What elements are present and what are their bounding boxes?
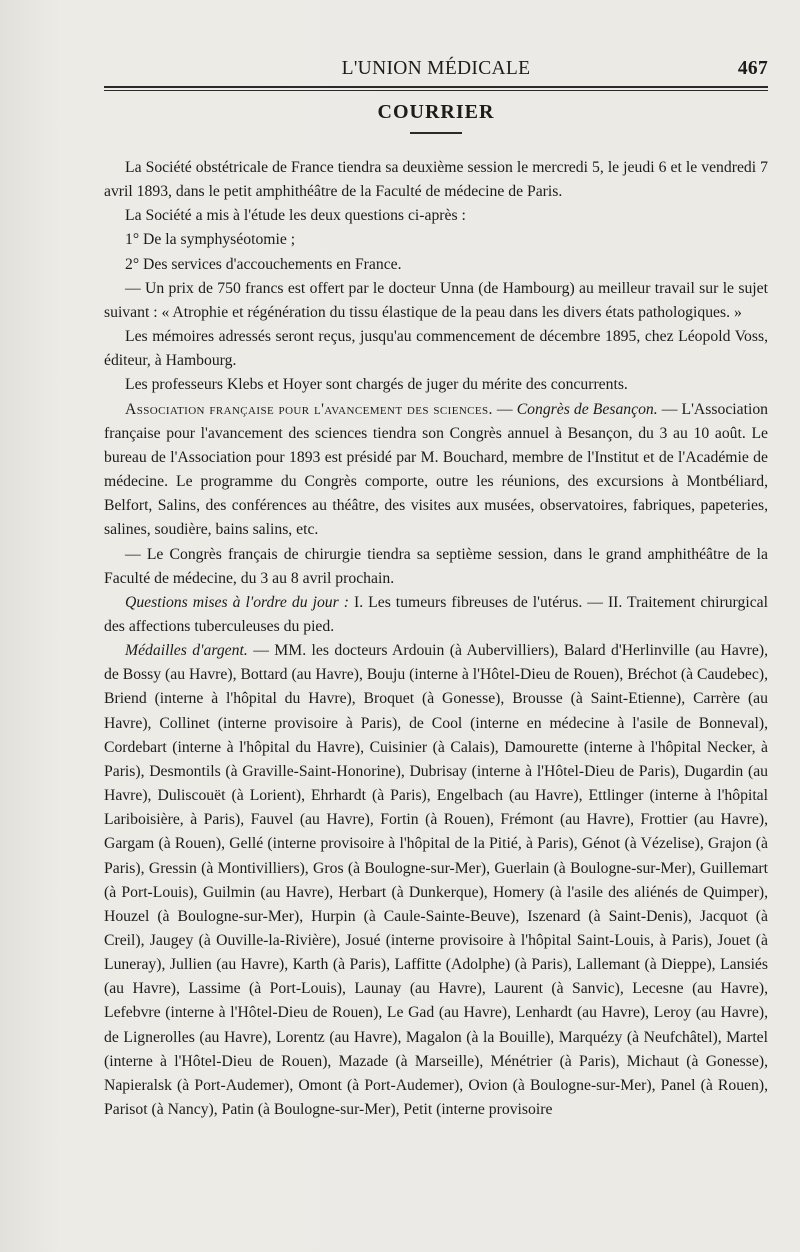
association-text: — L'Association française pour l'avancement des sciences tiendra son Congrès annuel à Besançon, du 3 au 10 août. Le bureau de l'Association pour 1893 est présidé par M. Bouchard, membre de l'Institut et de l'Académie de médecine. Le programme du Congrès comporte, outre les réunions, des excursions à Montbéliard, Belfort, Salins, des conférences au théâtre, des visites aux musées, observatoires, fabriques, papeteries, salines, soudière, bains salins, etc. bbox=[104, 400, 769, 539]
header-rule bbox=[104, 86, 768, 91]
medailles-heading: Médailles d'argent. bbox=[125, 642, 248, 660]
association-dash: — bbox=[492, 400, 517, 418]
paragraph-prix-unna: — Un prix de 750 francs est offert par le docteur Unna (de Hambourg) au meilleur travail sur le sujet suivant : « Atrophie et régénération du tissu élastique de la peau dans les divers états pathologiques. » bbox=[104, 279, 768, 321]
article-body bbox=[104, 156, 768, 1122]
paragraph-societe-obstetricale: La Société obstétricale de France tiendra sa deuxième session le mercredi 5, le jeudi 6 et le vendredi 7 avril 1893, dans le petit amphithéâtre de la Faculté de médecine de Paris. bbox=[104, 159, 768, 201]
paragraph-association-francaise bbox=[104, 398, 768, 543]
questions-heading: Questions mises à l'ordre du jour : bbox=[125, 593, 349, 611]
association-heading: Association française pour l'avancement des sciences. bbox=[125, 400, 493, 418]
paragraph-question-1: 1° De la symphyséotomie ; bbox=[125, 231, 296, 249]
questions-text: I. Les tumeurs fibreuses de l'utérus. — II. Traitement chirurgical des affections tuberculeuses du pied. bbox=[104, 593, 768, 635]
paragraph-medailles bbox=[104, 639, 768, 1122]
paragraph-juges: Les professeurs Klebs et Hoyer sont chargés de juger du mérite des concurrents. bbox=[125, 376, 628, 394]
paragraph-question-2: 2° Des services d'accouchements en France. bbox=[125, 255, 402, 273]
paragraph-memoires: Les mémoires adressés seront reçus, jusqu'au commencement de décembre 1895, chez Léopold Voss, éditeur, à Hambourg. bbox=[104, 328, 768, 370]
running-head bbox=[104, 56, 768, 86]
section-title: COURRIER bbox=[377, 101, 495, 123]
running-title: L'UNION MÉDICALE bbox=[341, 58, 531, 79]
paragraph-questions-intro: La Société a mis à l'étude les deux questions ci-après : bbox=[125, 207, 466, 225]
paragraph-congres-chirurgie: — Le Congrès français de chirurgie tiendra sa septième session, dans le grand amphithéâtre de la Faculté de médecine, du 3 au 8 avril prochain. bbox=[104, 545, 768, 587]
title-underline bbox=[410, 132, 462, 134]
paragraph-questions-jour bbox=[104, 591, 768, 639]
page-number: 467 bbox=[737, 58, 768, 79]
congres-besancon-heading: Congrès de Besançon. bbox=[516, 400, 658, 418]
medailles-text: — MM. les docteurs Ardouin (à Aubervilliers), Balard d'Herlinville (au Havre), de Bossy (au Havre), Bottard (au Havre), Bouju (interne à l'Hôtel-Dieu de Rouen), Bréchot (à Caudebec), Briend (interne à l'hôpital du Havre), Broquet (à Gonesse), Brousse (à Saint-Etienne), Carrère (au Havre), Collinet (interne provisoire à Paris), de Cool (interne en médecine à l'asile de Bonneval), Cordebart (interne à l'hôpital du Havre), Cuisinier (à Calais), Damourette (interne à l'hôpital Necker, à Paris), Desmontils (à Graville-Saint-Honorine), Dubrisay (interne à l'Hôtel-Dieu de Paris), Dugardin (au Havre), Duliscouët (à Lorient), Ehrhardt (à Paris), Engelbach (au Havre), Ettlinger (interne à l'hôpital Lariboisière, à Paris), Fauvel (au Havre), Fortin (à Rouen), Frémont (au Havre), Frottier (au Havre), Gargam (à Rouen), Gellé (interne provisoire à l'hôpital de la Pitié, à Paris), Génot (à Vézelise), Grajon (à Paris), Gressin (à Montivilliers), Gros (à Boulogne-sur-Mer), Guerlain (à Boulogne-sur-Mer), Guillemart (à Port-Louis), Guilmin (au Havre), Herbart (à Dunkerque), Homery (à l'asile des aliénés de Quimper), Houzel (à Boulogne-sur-Mer), Hurpin (à Caule-Sainte-Beuve), Iszenard (à Saint-Denis), Jacquot (à Creil), Jaugey (à Ouville-la-Rivière), Josué (interne provisoire à l'hôpital Saint-Louis, à Paris), Jouet (à Luneray), Jullien (au Havre), Karth (à Paris), Laffitte (Adolphe) (à Paris), Lallemant (à Dieppe), Lansiés (au Havre), Lassime (à Port-Louis), Launay (au Havre), Laurent (à Sanvic), Lecesne (au Havre), Lefebvre (interne à l'Hôtel-Dieu de Rouen), Le Gad (au Havre), Lenhardt (au Havre), Leroy (au Havre), de Lignerolles (au Havre), Lorentz (au Havre), Magalon (à la Bouille), Marquézy (à Neufchâtel), Martel (interne à l'Hôtel-Dieu de Rouen), Mazade (à Marseille), Ménétrier (à Paris), Michaut (à Gonesse), Napieralsk (à Port-Audemer), Omont (à Port-Audemer), Ovion (à Boulogne-sur-Mer), Panel (à Rouen), Parisot (à Nancy), Patin (à Boulogne-sur-Mer), Petit (interne provisoire bbox=[104, 642, 769, 1119]
